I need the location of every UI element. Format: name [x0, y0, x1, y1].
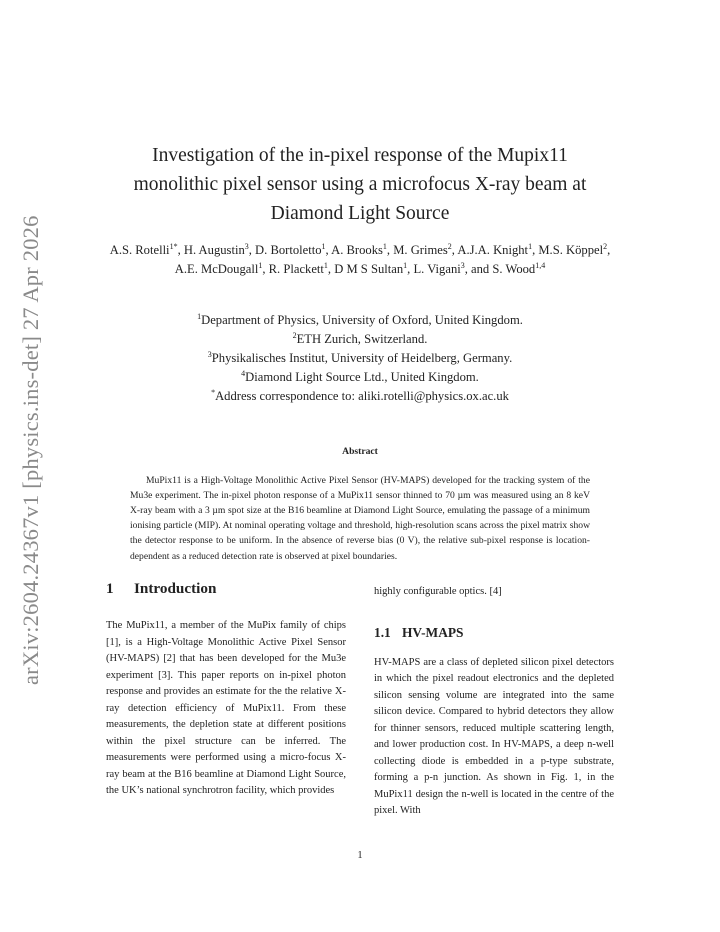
- paper-title: [100, 141, 620, 228]
- affiliation: $^1$Department of Physics, University of Oxford, United Kingdom.: [197, 311, 523, 327]
- paragraph-continuation: highly configurable optics. [4]: [374, 586, 502, 597]
- left-column: [106, 580, 346, 800]
- section-paragraph: The MuPix11, a member of the MuPix family of chips [1], is a High-Voltage Monolithic Active Pixel Sensor (HV-MAPS) [2] that has been developed for the Mu3e experiment [3]. This paper reports on in-pixel photon response and provides an estimate for the the relative X-ray detection efficiency of MuPix11. From these measurements, the depletion state at different positions within the pixel structure can be inferred. The measurements were performed using a micro-focus X-ray beam at the B16 beamline at Diamond Light Source, the UK’s national synchrotron facility, which provides: [106, 620, 346, 796]
- author: M.S. Köppel$^2$: [538, 241, 608, 257]
- abstract-text: MuPix11 is a High-Voltage Monolithic Active Pixel Sensor (HV-MAPS) developed for the tracking system of the Mu3e experiment. The in-pixel photon response of a MuPix11 sensor thinned to 70 µm was measured using an 8 keV X-ray beam with a 3 µm spot size at the B16 beamline at Diamond Light Source, emulating the passage of a minimum ionising particle (MIP). At nominal operating voltage and threshold, high-resolution scans across the pixel matrix show the detector response to be uniform. In the absence of reverse bias (0 V), the relative sub-pixel response is location-dependent as a reduced detection rate is observed at pixel boundaries.: [130, 474, 590, 562]
- affiliation-list: [100, 311, 620, 406]
- affiliation: $^2$ETH Zurich, Switzerland.: [292, 330, 428, 346]
- title-line: monolithic pixel sensor using a microfocus X-ray beam at: [133, 174, 587, 195]
- section-heading: 1 Introduction: [106, 580, 217, 597]
- title-line: Diamond Light Source: [270, 203, 450, 224]
- author-list: [100, 241, 620, 279]
- author: L. Vigani$^3$: [413, 260, 465, 276]
- author: A. Brooks$^1$: [331, 241, 387, 257]
- author-line: A.S. Rotelli$^{1*}$, H. Augustin$^3$, D. Bortoletto$^1$, A. Brooks$^1$, M. Grimes$^2$, A.J.A. Knight$^1$, M.S. Köppel$^2$, A.E. McDougall$^1$, R. Plackett$^1$, D M S Sultan$^1$, L. Vigani$^3$, and S. Wood$^{1,4}$: [109, 241, 611, 276]
- correspondence-note: *Address correspondence to: aliki.rotelli@physics.ox.ac.uk: [211, 387, 509, 403]
- author: A.S. Rotelli$^{1*}$: [109, 241, 178, 257]
- affiliation: $^4$Diamond Light Source Ltd., United Kingdom.: [241, 368, 479, 384]
- page-number: 1: [357, 850, 363, 861]
- subsection-heading: 1.1 HV-MAPS: [374, 624, 464, 640]
- author: D M S Sultan$^1$: [334, 260, 408, 276]
- affiliation: $^3$Physikalisches Institut, University of Heidelberg, Germany.: [207, 349, 513, 365]
- arxiv-identifier: arXiv:2604.24367v1 [physics.ins-det] 27 Apr 2026: [18, 215, 43, 685]
- author: R. Plackett$^1$: [268, 260, 328, 276]
- author: H. Augustin$^3$: [183, 241, 249, 257]
- author: M. Grimes$^2$: [393, 241, 452, 257]
- author: A.J.A. Knight$^1$: [457, 241, 533, 257]
- author: D. Bortoletto$^1$: [255, 241, 326, 257]
- right-column: [374, 584, 614, 820]
- abstract-heading: Abstract: [342, 446, 378, 457]
- subsection-paragraph: HV-MAPS are a class of depleted silicon pixel detectors in which the pixel readout electronics and the depleted silicon sensing volume are integrated into the same silicon device. Compared to hybrid detectors they allow for thinner sensors, reduced multiple scattering length, and lower production cost. In HV-MAPS, a deep n-well collecting diode is embedded in a p-type substrate, forming a p-n junction. As shown in Fig. 1, in the MuPix11 design the n-well is located in the centre of the pixel. With: [374, 656, 614, 816]
- title-line: Investigation of the in-pixel response of the Mupix11: [152, 145, 568, 166]
- author: A.E. McDougall$^1$: [174, 260, 263, 276]
- author: S. Wood$^{1,4}$: [492, 260, 546, 276]
